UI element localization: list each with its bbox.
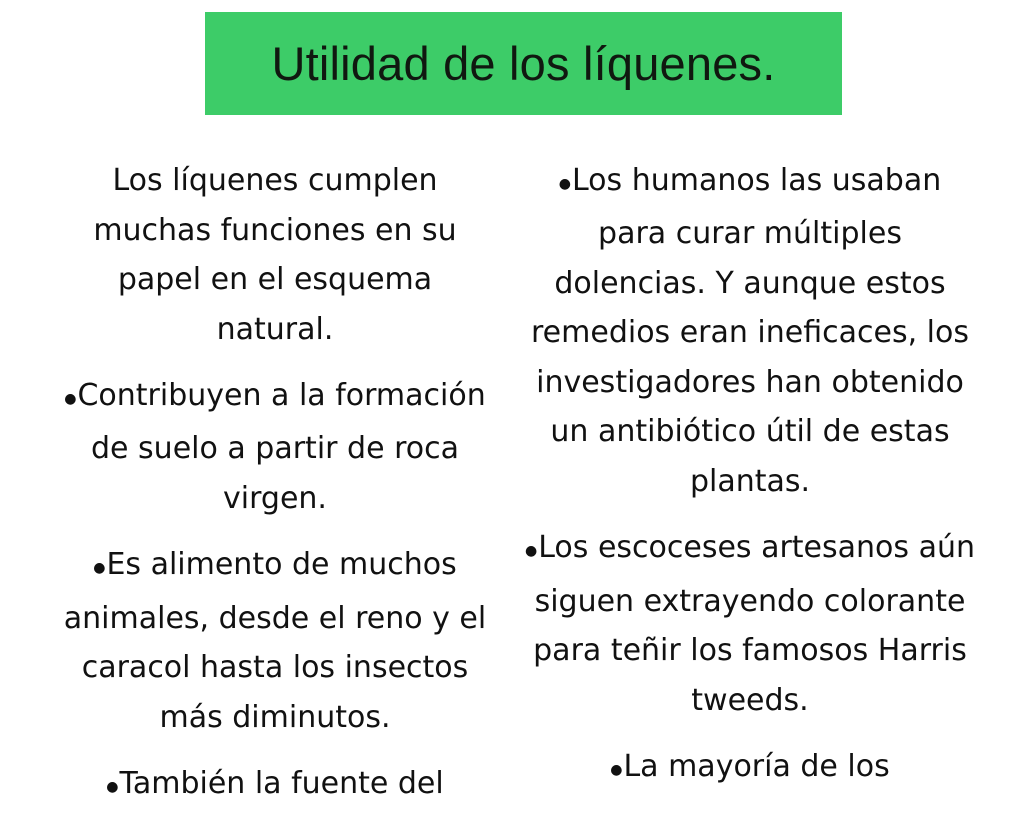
left-column: [55, 156, 495, 830]
left-bullet-text: También la fuente del: [119, 766, 444, 802]
bullet-dot-icon: ●: [610, 762, 623, 779]
bullet-dot-icon: ●: [558, 175, 571, 192]
bullet-dot-icon: ●: [525, 543, 538, 560]
right-bullet-item: [520, 523, 980, 725]
left-paragraph-intro: [55, 156, 495, 354]
bullet-dot-icon: ●: [64, 390, 77, 407]
left-paragraph-text: Los líquenes cumplen muchas funciones en su papel en el esquema natural.: [93, 163, 457, 347]
bullet-dot-icon: ●: [93, 560, 106, 577]
right-bullet-item: [520, 156, 980, 506]
left-bullet-text: Es alimento de muchos animales, desde el reno y el caracol hasta los insectos más diminutos.: [63, 547, 487, 735]
right-bullet-text: La mayoría de los: [623, 749, 890, 785]
right-column: [520, 156, 980, 813]
slide-title: Utilidad de los líquenes.: [271, 37, 776, 90]
right-bullet-text: Los escoceses artesanos aún siguen extrayendo colorante para teñir los famosos Harris tweeds.: [533, 530, 975, 718]
right-bullet-item: [520, 742, 980, 795]
left-bullet-item: [55, 759, 495, 812]
bullet-dot-icon: ●: [106, 779, 119, 796]
left-bullet-text: Contribuyen a la formación de suelo a partir de roca virgen.: [77, 378, 486, 516]
left-bullet-item: [55, 540, 495, 742]
left-bullet-item: [55, 371, 495, 523]
title-banner: [205, 12, 842, 115]
right-bullet-text: Los humanos las usaban para curar múltiples dolencias. Y aunque estos remedios eran ineficaces, los investigadores han obtenido un antibiótico útil de estas plantas.: [531, 163, 969, 499]
